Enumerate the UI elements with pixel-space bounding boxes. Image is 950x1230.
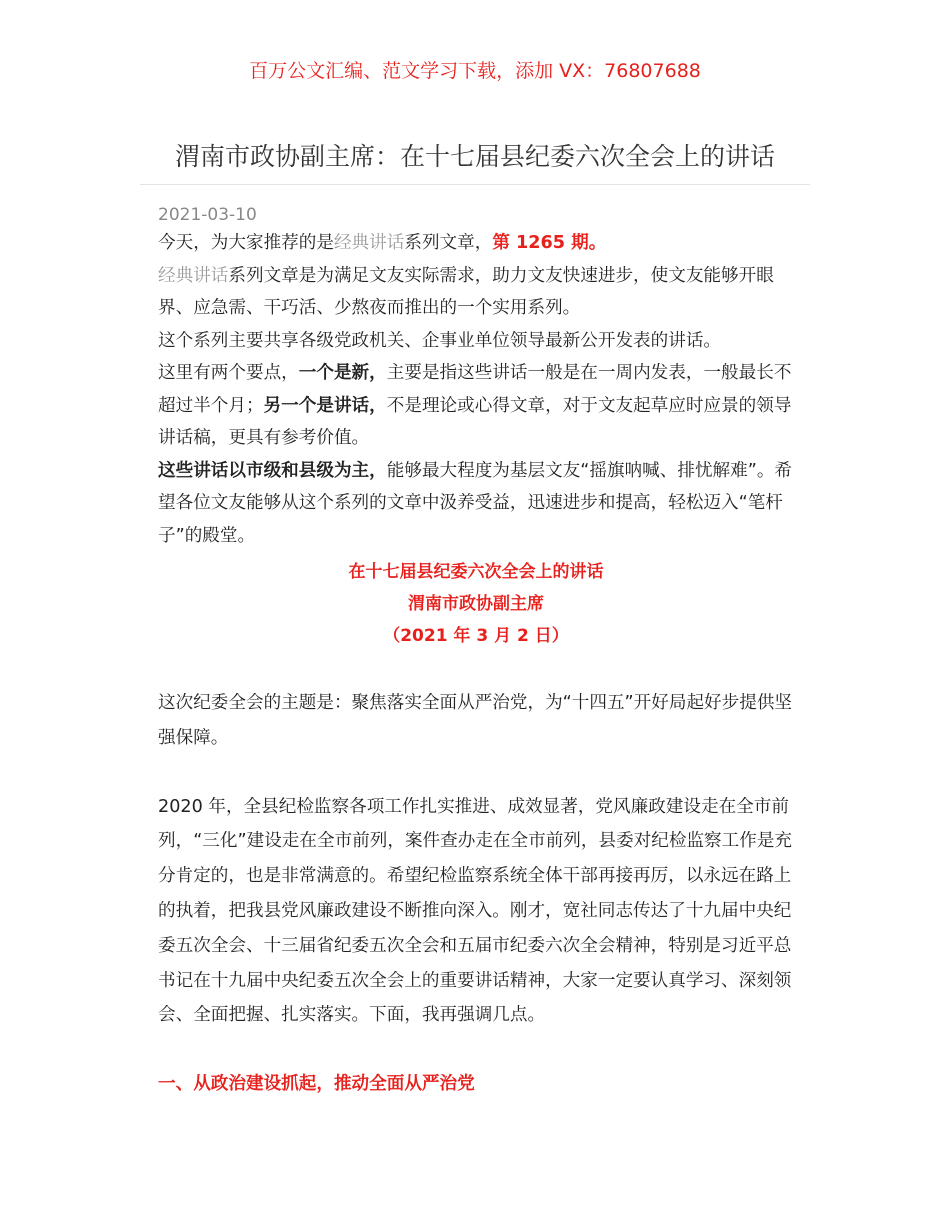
speech-speaker: 渭南市政协副主席 [408,594,544,614]
text: 这里有两个要点， [158,363,299,383]
body-paragraph: 2020 年，全县纪检监察各项工作扎实推进、成效显著，党风廉政建设走在全市前列，“三化”建设走在全市前列，案件查办走在全市前列，县委对纪检监察工作是充分肯定的，也是非常满意的。希望纪检监察系统全体干部再接再厉，以永远在路上的执着，把我县党风廉政建设不断推向深入。刚才，宽社同志传达了十九届中央纪委五次全会、十三届省纪委五次全会和五届市纪委六次全会精神，特别是习近平总书记在十九届中央纪委五次全会上的重要讲话精神，大家一定要认真学习、深刻领会、全面把握、扎实落实。下面，我再强调几点。 [158,796,793,1026]
emphasis: 一个是新， [298,363,387,383]
series-name: 经典讲话 [158,265,229,286]
emphasis: 另一个是讲话， [263,395,387,416]
speech-body [158,686,794,1102]
series-intro [158,227,794,552]
intro-paragraph [158,227,794,260]
intro-paragraph [158,455,794,553]
speech-date: （2021 年 3 月 2 日） [383,626,569,646]
section-heading: 一、从政治建设抓起，推动全面从严治党 [158,1074,475,1095]
series-name: 经典讲话 [333,233,405,253]
article-title: 渭南市政协副主席：在十七届县纪委六次全会上的讲话 [174,142,775,171]
text: 能够最大程度为基层文友“摇旗呐喊、排忧解难”。希望各位文友能够从这个系列的文章中汲养受益，迅速进步和提高，轻松迈入“笔杆子”的殿堂。 [158,460,793,546]
article-content [158,203,794,1102]
issue-number: 第 1265 期。 [492,233,607,253]
publish-date: 2021-03-10 [158,205,257,225]
title-divider [140,184,810,185]
promo-banner: 百万公文汇编、范文学习下载，添加 VX：76807688 [249,60,701,82]
emphasis: 这些讲话以市级和县级为主， [158,460,387,481]
text: 系列文章， [404,233,493,253]
intro-paragraph [158,260,794,325]
text: 系列文章是为满足文友实际需求，助力文友快速进步，使文友能够开眼界、应急需、干巧活、少熬夜而推出的一个实用系列。 [158,265,774,318]
body-paragraph: 这次纪委全会的主题是：聚焦落实全面从严治党，为“十四五”开好局起好步提供坚强保障。 [158,693,793,748]
intro-paragraph: 这个系列主要共享各级党政机关、企事业单位领导最新公开发表的讲话。 [158,330,722,351]
text: 主要是指这些讲话一般是在一周内发表，一般最长不超过半个月； [158,363,792,416]
speech-heading: 在十七届县纪委六次全会上的讲话 [348,562,604,582]
text: 不是理论或心得文章，对于文友起草应时应景的领导讲话稿，更具有参考价值。 [158,395,792,448]
text: 今天，为大家推荐的是 [158,233,334,253]
intro-paragraph [158,357,794,455]
